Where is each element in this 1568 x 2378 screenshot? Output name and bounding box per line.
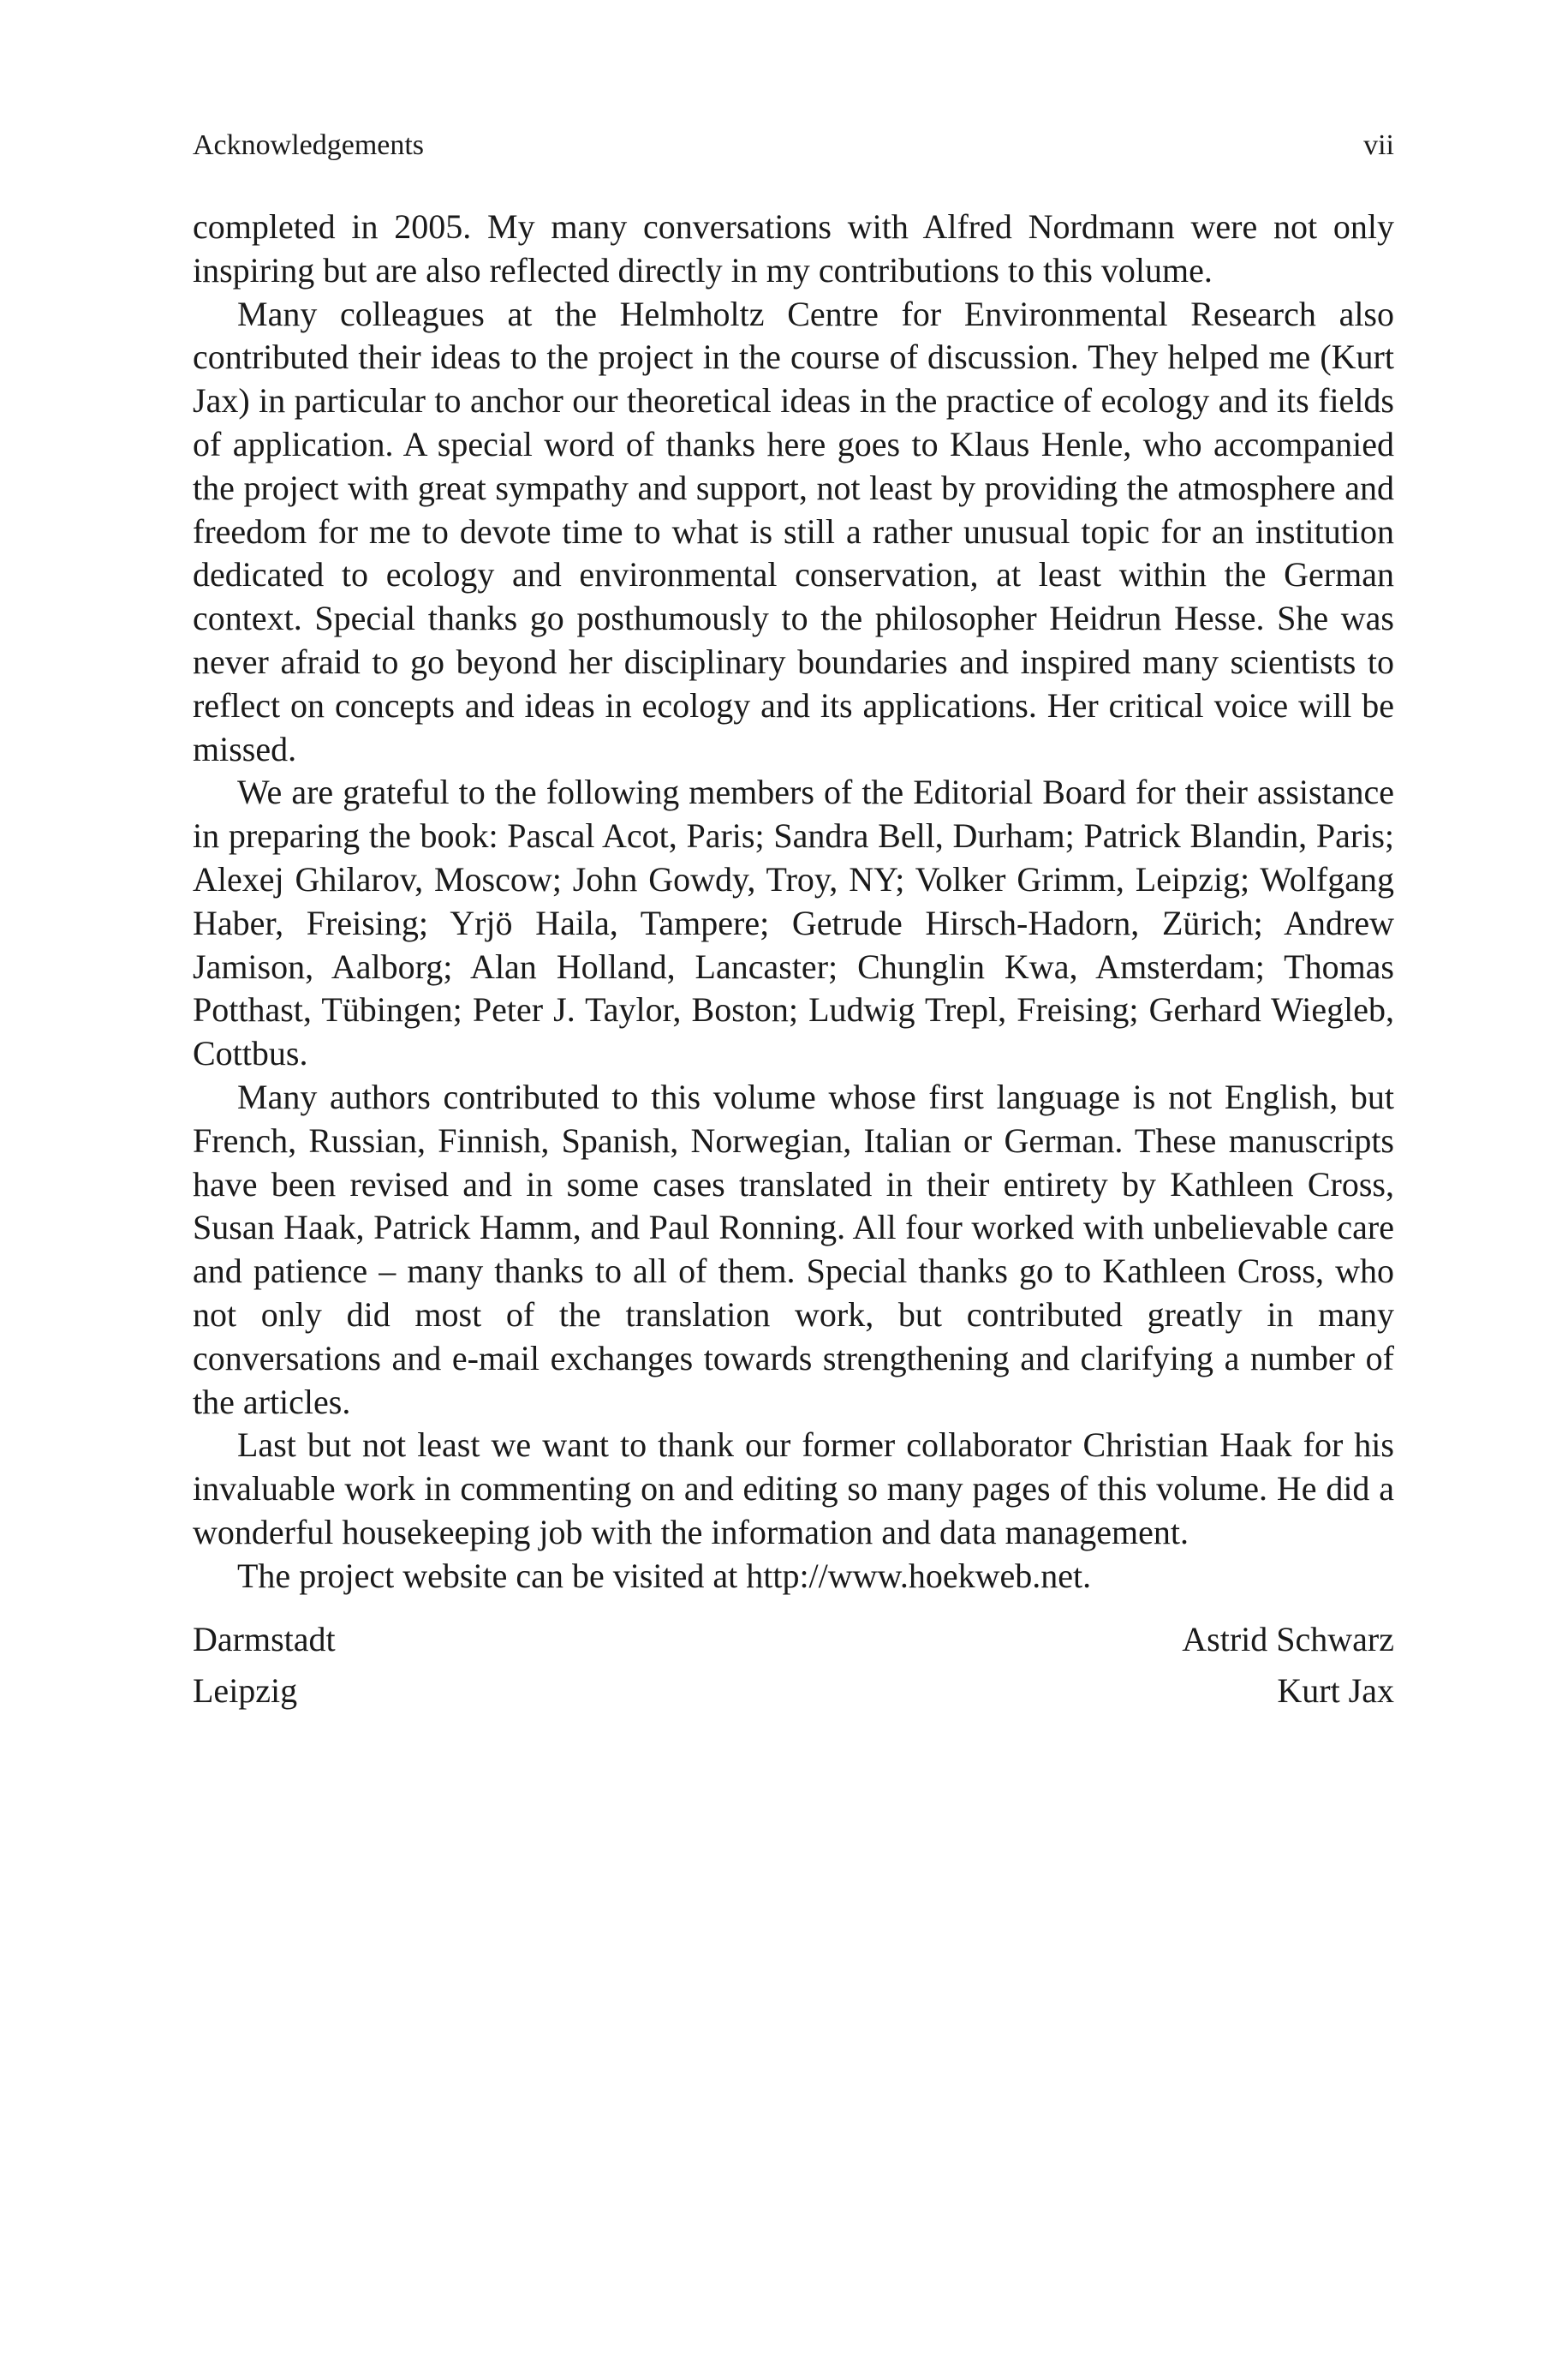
running-head-title: Acknowledgements: [193, 129, 425, 161]
running-head: [193, 120, 1394, 171]
paragraph-continuation: completed in 2005. My many conversations with Alfred Nordmann were not only inspiring but are also reflected directly in my contributions to this volume.: [193, 207, 1394, 290]
page-number: vii: [1363, 129, 1394, 161]
paragraph-christian-haak: Last but not least we want to thank our former collaborator Christian Haak for his invaluable work in commenting on and editing so many pages of this volume. He did a wonderful housekeeping job with the information and data management.: [193, 1425, 1394, 1551]
body-text: [193, 206, 1394, 1598]
signature-name: Kurt Jax: [1277, 1671, 1394, 1710]
signature-block: [193, 1614, 1394, 1717]
paragraph-translators: Many authors contributed to this volume whose first language is not English, but French, Russian, Finnish, Spanish, Norwegian, Italian or German. These manuscripts have been revised and in some cases translated in their entirety by Kathleen Cross, Susan Haak, Patrick Hamm, and Paul Ronning. All four worked with unbelievable care and patience – many thanks to all of them. Special thanks go to Kathleen Cross, who not only did most of the translation work, but contributed greatly in many conversations and e-mail exchanges towards strengthening and clarifying a number of the articles.: [193, 1077, 1394, 1421]
signature-row: [193, 1665, 1394, 1717]
paragraph-project-website: The project website can be visited at http://www.hoekweb.net.: [237, 1556, 1092, 1595]
signature-place: Darmstadt: [193, 1620, 336, 1658]
signature-place: Leipzig: [193, 1671, 298, 1710]
paragraph-editorial-board: We are grateful to the following members of the Editorial Board for their assistance in preparing the book: Pascal Acot, Paris; Sandra Bell, Durham; Patrick Blandin, Paris; Alexej Ghilarov, Moscow; John Gowdy, Troy, NY; Volker Grimm, Leipzig; Wolfgang Haber, Freising; Yrjö Haila, Tampere; Getrude Hirsch-Hadorn, Zürich; Andrew Jamison, Aalborg; Alan Holland, Lancaster; Chunglin Kwa, Amsterdam; Thomas Potthast, Tübingen; Peter J. Taylor, Boston; Ludwig Trepl, Freising; Gerhard Wiegleb, Cottbus.: [193, 773, 1394, 1073]
paragraph-helmholtz-colleagues: Many colleagues at the Helmholtz Centre for Environmental Research also contributed their ideas to the project in the course of discussion. They helped me (Kurt Jax) in particular to anchor our theoretical ideas in the practice of ecology and its fields of application. A special word of thanks here goes to Klaus Henle, who accompanied the project with great sympathy and support, not least by providing the atmosphere and freedom for me to devote time to what is still a rather unusual topic for an institution dedicated to ecology and environmental conservation, at least within the German context. Special thanks go posthumously to the philosopher Heidrun Hesse. She was never afraid to go beyond her disciplinary boundaries and inspired many scientists to reflect on concepts and ideas in ecology and its applications. Her critical voice will be missed.: [193, 294, 1394, 768]
signature-row: [193, 1614, 1394, 1665]
signature-name: Astrid Schwarz: [1182, 1620, 1394, 1658]
